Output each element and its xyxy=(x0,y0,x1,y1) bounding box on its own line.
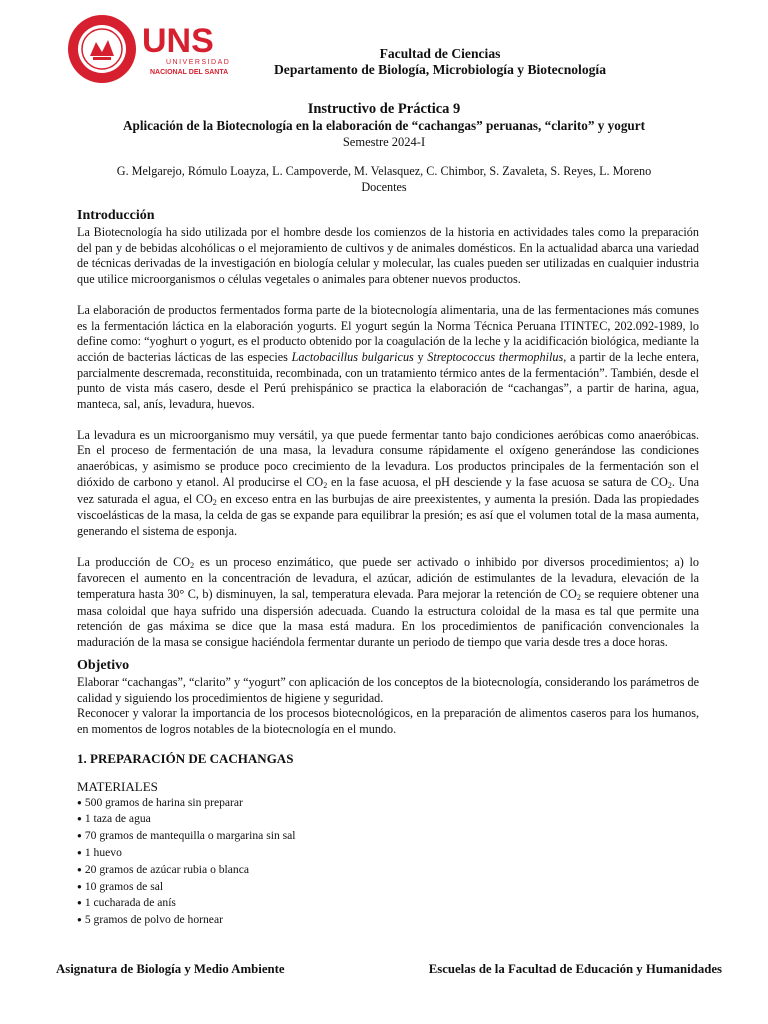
intro-paragraph-2: La elaboración de productos fermentados forma parte de la biotecnología alimentaria, una de las fermentaciones más comunes es la fermentación láctica en la elaboración yogurts. El yogurt según la Norma Técnica Peruana ITINTEC, 202.092-1989, lo define como: “yoghurt o yogurt, es el producto obtenido por la coagulación de la leche y la acidificación biológica, mediante la acción de bacterias lácticas de las especies Lactobacillus bulgaricus y Streptococcus thermophilus, a partir de la leche entera, parcialmente descremada, reconstituida, recombinada, con un tratamiento térmico antes de la fermentación”. También, desde el punto de vista más casero, desde el Perú prehispánico se practica la elaboración de “cachangas”, a partir de harina, agua, manteca, sal, anís, levadura, huevos. xyxy=(77,302,699,412)
objective-heading: Objetivo xyxy=(77,657,130,673)
material-item: ● 1 huevo xyxy=(77,845,699,862)
material-item: ● 1 taza de agua xyxy=(77,811,699,828)
species-lactobacillus: Lactobacillus bulgaricus xyxy=(291,349,414,364)
main-content xyxy=(77,207,699,929)
material-item: ● 5 gramos de polvo de hornear xyxy=(77,912,699,929)
title-block xyxy=(76,101,692,150)
material-item: ● 70 gramos de mantequilla o margarina sin sal xyxy=(77,828,699,845)
practice-title: Instructivo de Práctica 9 xyxy=(307,101,461,117)
department-name: Departamento de Biología, Microbiología y Biotecnología xyxy=(273,62,606,77)
author-names: G. Melgarejo, Rómulo Loayza, L. Campoverde, M. Velasquez, C. Chimbor, S. Zavaleta, S. Reyes, L. Moreno xyxy=(116,164,652,178)
materials-list xyxy=(77,795,699,929)
species-streptococcus: Streptococcus thermophilus xyxy=(427,349,564,364)
objective-paragraph-1: Elaborar “cachangas”, “clarito” y “yogurt” con aplicación de los conceptos de la biotecnología, considerando los parámetros de calidad y siguiendo los procedimientos de higiene y seguridad. xyxy=(77,674,699,705)
author-role: Docentes xyxy=(361,179,407,194)
footer-left: Asignatura de Biología y Medio Ambiente xyxy=(56,962,285,976)
material-item: ● 1 cucharada de anís xyxy=(77,895,699,912)
logo-line1: UNIVERSIDAD xyxy=(166,59,231,66)
intro-paragraph-3: La levadura es un microorganismo muy versátil, ya que puede fermentar tanto bajo condiciones aeróbicas como anaeróbicas. En el proceso de fermentación de una masa, la levadura consume rápidamente el oxígeno generándose las condiciones anaeróbicas, y asimismo se produce poco crecimiento de la levadura. Los productos principales de la fermentación son el dióxido de carbono y etanol. Al producirse el $CO_2$ en la fase acuosa, el pH desciende y la fase acuosa se satura de $CO_2$. Una vez saturada el agua, el $CO_2$ en exceso entra en las burbujas de aire preexistentes, y aumenta la presión. Dada las propiedades viscoelásticas de la masa, la celda de gas se expande para equilibrar la presión; es así que el volumen total de la masa aumenta, generando el sistema de esponja. xyxy=(77,427,700,538)
materials-heading: MATERIALES xyxy=(77,778,158,794)
intro-heading: Introducción xyxy=(77,208,155,223)
faculty-name: Facultad de Ciencias xyxy=(379,46,501,61)
material-item: ● 20 gramos de azúcar rubia o blanca xyxy=(77,862,699,879)
section-1-heading: 1. PREPARACIÓN DE CACHANGAS xyxy=(77,750,294,766)
intro-paragraph-4: La producción de $CO_2$ es un proceso enzimático, que puede ser activado o inhibido por diversos procedimientos; a) lo favorecen el aumento en la concentración de levadura, el azúcar, adición de estimulantes de la levadura, elevación de la temperatura hasta 30° C, b) disminuyen, la sal, temperatura elevada. Para mejorar la retención de $CO_2$ se requiere obtener una masa coloidal que haya sufrido una dispersión adecuada. Cuando la estructura coloidal de la masa es tal que permite una retención de gas máxima se dice que la masa está madura. En los procedimientos de panificación convencionales la maduración de la masa se consigue haciéndola fermentar durante un periodo de tiempo que varia desde tres a doce horas. xyxy=(77,554,699,650)
authors-block xyxy=(76,164,692,195)
objective-paragraph-2: Reconocer y valorar la importancia de los procesos biotecnológicos, en la preparación de alimentos caseros para los humanos, en momentos de logros notables de la biotecnología en el mundo. xyxy=(77,706,699,736)
header xyxy=(140,46,740,78)
semester: Semestre 2024-I xyxy=(342,135,426,149)
material-item: ● 500 gramos de harina sin preparar xyxy=(77,795,699,812)
footer-right: Escuelas de la Facultad de Educación y Humanidades xyxy=(428,962,722,976)
logo-brand: UNS xyxy=(142,22,214,60)
material-item: ● 10 gramos de sal xyxy=(77,879,699,896)
practice-subtitle: Aplicación de la Biotecnología en la elaboración de “cachangas” peruanas, “clarito” y yogurt xyxy=(123,118,645,133)
intro-paragraph-1: La Biotecnología ha sido utilizada por el hombre desde los comienzos de la historia en actividades tales como la preparación del pan y de bebidas alcohólicas o el mejoramiento de cultivos y de animales domésticos. En la actualidad abarca una variedad de técnicas derivadas de la investigación en biología celular y molecular, las cuales pueden ser utilizadas en cualquier industria que utilice microorganismos o células vegetales o animales para obtener nuevos productos. xyxy=(77,225,699,287)
logo-line2: NACIONAL DEL SANTA xyxy=(150,69,229,76)
